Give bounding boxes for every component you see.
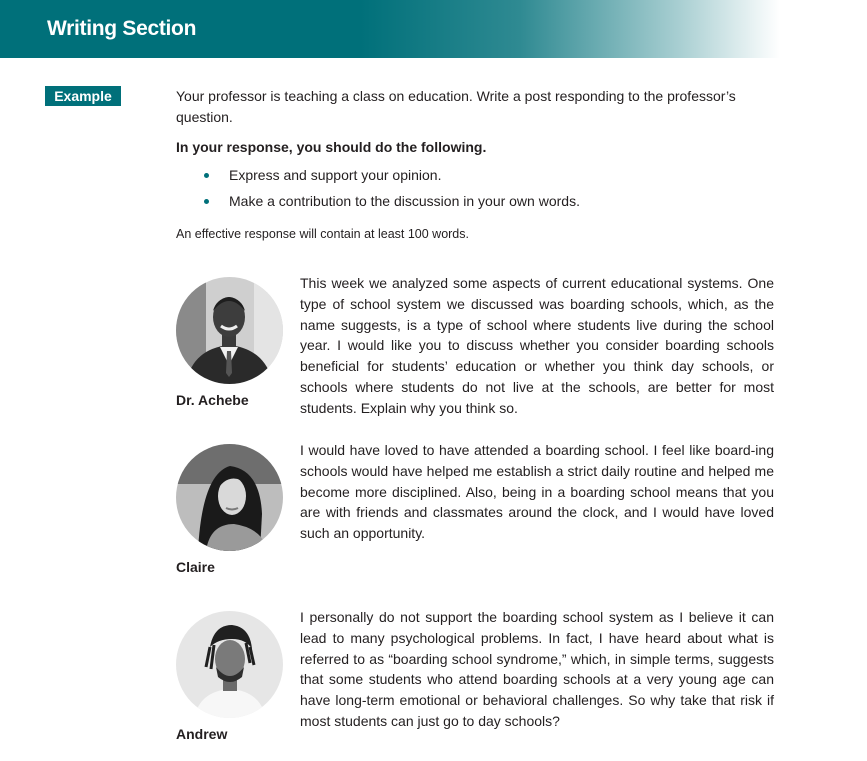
speaker-name: Dr. Achebe — [176, 392, 249, 408]
section-title: Writing Section — [47, 17, 197, 40]
bullet-item: Express and support your opinion. — [176, 162, 776, 188]
bullet-item: Make a contribution to the discussion in your own words. — [176, 188, 776, 214]
post-text: I would have loved to have attended a boarding school. I feel like board-ing schools would have helped me establish a strict daily routine and helped me become more disciplined. Also, being in a boarding school means that you are with friends and classmates around the clock, and I would have loved such an opportunity. — [300, 442, 774, 542]
post-text: This week we analyzed some aspects of current educational systems. One type of school system we discussed was boarding schools, which, as the name suggests, is a type of school where students live during the school year. I would like you to discuss whether you consider boarding schools beneficial for students’ education or whether you think day schools, or schools where students do not live at the schools, are better for most students. Explain why you think so. — [300, 275, 774, 416]
avatar — [176, 277, 283, 384]
word-count-note: An effective response will contain at least 100 words. — [176, 227, 469, 241]
speaker-name: Andrew — [176, 726, 228, 742]
prompt-text: Your professor is teaching a class on education. Write a post responding to the professor’s question. — [176, 88, 736, 125]
example-tag: Example — [45, 86, 121, 106]
bullet-dot-icon — [204, 199, 209, 204]
bullet-dot-icon — [204, 173, 209, 178]
section-header-band — [0, 0, 867, 58]
avatar — [176, 444, 283, 551]
speaker-name: Claire — [176, 559, 215, 575]
avatar — [176, 611, 283, 718]
instruction-bullets — [176, 162, 776, 214]
task-instructions — [176, 86, 776, 245]
post-text: I personally do not support the boarding school system as I believe it can lead to many psychological problems. In fact, I have heard about what is referred to as “boarding school syndrome,” which, in simple terms, suggests that some students who attend boarding schools at a very young age can have long-term emotional or behavioral challenges. So why take that risk if most students can just go to day schools? — [300, 609, 774, 729]
instructions-lead: In your response, you should do the following. — [176, 139, 487, 155]
